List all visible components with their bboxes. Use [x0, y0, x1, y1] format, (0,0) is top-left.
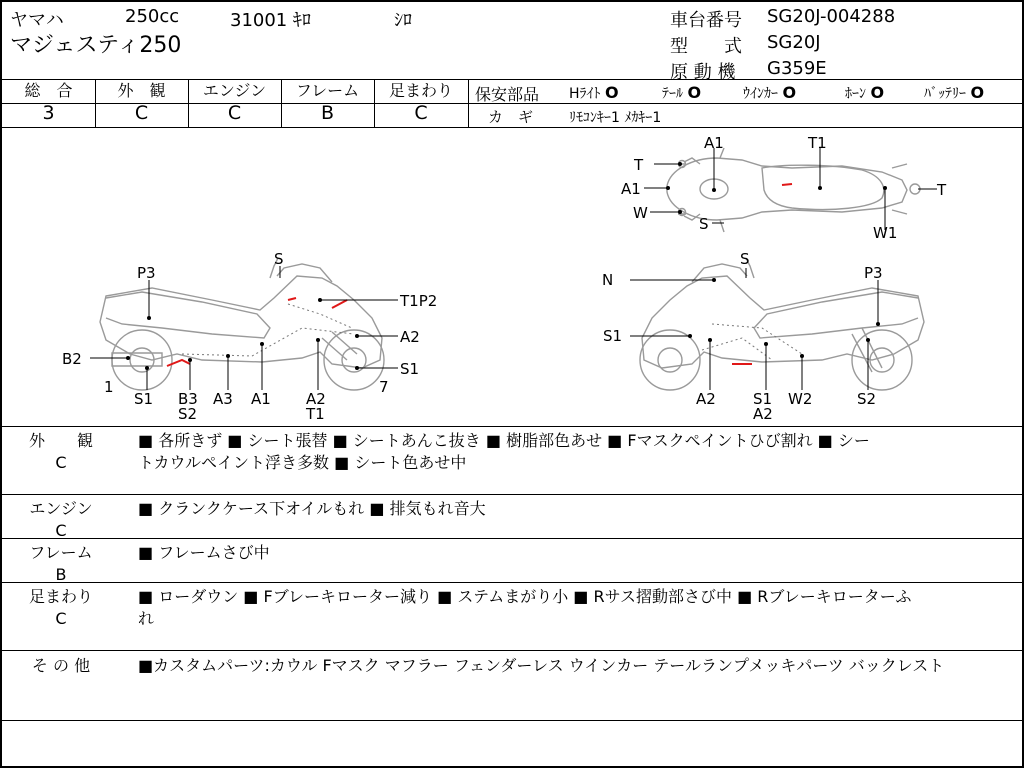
remark-line: ■ ローダウン ■ Fブレーキローター減り ■ ステムまがり小 ■ Rサス摺動部さび中 ■ Rブレーキローターふ — [138, 587, 912, 606]
divider — [2, 426, 1022, 427]
remark-frame-text — [138, 542, 1018, 564]
diagram-label: W1 — [873, 224, 898, 242]
safety-item-tail — [662, 83, 701, 103]
divider — [2, 582, 1022, 583]
remark-suspension-label — [16, 586, 106, 630]
remark-exterior-label — [16, 430, 106, 474]
diagram-label: W2 — [788, 390, 813, 408]
diagram-label: A1 — [251, 390, 271, 408]
divider — [2, 650, 1022, 651]
remark-line: れ — [138, 609, 155, 628]
safety-item-headlight — [569, 83, 619, 103]
safety-item-status: O — [970, 83, 985, 102]
remark-line: ■ 各所きず ■ シート張替 ■ シートあんこ抜き ■ 樹脂部色あせ ■ Fマスクペイントひび割れ ■ シー — [138, 431, 870, 450]
model-type: SG20J — [767, 32, 821, 53]
grade-frame — [281, 81, 374, 127]
safety-item-horn — [845, 83, 884, 103]
grade-value: C — [414, 102, 428, 124]
diagram-label: N — [602, 271, 614, 289]
divider — [468, 103, 1022, 104]
safety-item-label: ｳｲﾝｶｰ — [743, 86, 778, 102]
engine-label: 原 動 機 — [670, 62, 736, 83]
diagram-label: A2 — [400, 328, 420, 346]
remark-line: ■カスタムパーツ:カウル Fマスク マフラー フェンダーレス ウインカー テールランプメッキパーツ バックレスト — [138, 656, 945, 675]
grade-label: エンジン — [202, 81, 267, 100]
diagram-label: P3 — [137, 264, 156, 282]
displacement: 250cc — [125, 6, 180, 27]
remark-exterior-text — [138, 430, 1018, 474]
diagram-label: B3 — [178, 390, 198, 408]
diagram-label: P3 — [864, 264, 883, 282]
safety-item-label: ﾎｰﾝ — [845, 86, 866, 102]
maker: ヤマハ — [10, 10, 64, 31]
remark-other-text — [138, 655, 1018, 677]
model-name: マジェスティ250 — [10, 33, 182, 58]
safety-item-label: Hﾗｲﾄ — [569, 86, 601, 102]
diagram-label: A2 — [306, 390, 326, 408]
diagram-label: A2 — [753, 405, 773, 423]
remark-line: トカウルペイント浮き多数 ■ シート色あせ中 — [138, 453, 467, 472]
diagram-label: T1 — [306, 405, 325, 423]
remark-grade: C — [55, 453, 67, 472]
remark-label: 足まわり — [28, 587, 93, 606]
divider — [2, 494, 1022, 495]
diagram-label: S2 — [857, 390, 877, 408]
key-label: カ ギ — [488, 108, 534, 126]
frame-no-label: 車台番号 — [670, 10, 742, 31]
grade-value: 3 — [42, 102, 55, 124]
remark-label: エンジン — [29, 499, 93, 518]
diagram-label: W — [633, 204, 648, 222]
remark-frame-label — [16, 542, 106, 586]
grade-label: 外 観 — [117, 81, 166, 100]
safety-item-status: O — [604, 83, 619, 102]
remark-engine-text — [138, 498, 1018, 520]
engine-model: G359E — [767, 58, 827, 79]
remark-label: そ の 他 — [31, 656, 91, 675]
diagram-label: S2 — [178, 405, 198, 423]
remark-grade: B — [55, 565, 67, 584]
safety-item-status: O — [687, 83, 702, 102]
safety-item-battery — [924, 83, 984, 103]
type-label: 型 式 — [670, 36, 742, 57]
diagram-label: T1 — [808, 134, 827, 152]
safety-item-status: O — [870, 83, 885, 102]
safety-item-label: ﾃｰﾙ — [662, 86, 683, 102]
diagram-label: A3 — [213, 390, 233, 408]
remark-label: フレーム — [29, 543, 93, 562]
remark-suspension-text — [138, 586, 1018, 630]
frame-no: SG20J-004288 — [767, 6, 896, 27]
diagram-label: 7 — [379, 378, 389, 396]
safety-item-winker — [743, 83, 796, 103]
grade-value: C — [227, 102, 242, 124]
key-value: ﾘﾓｺﾝｷｰ1 ﾒｶｷｰ1 — [569, 110, 662, 126]
grade-label: 足まわり — [388, 81, 453, 100]
divider — [2, 720, 1022, 721]
diagram-label: T1P2 — [400, 292, 438, 310]
diagram-label: A1 — [704, 134, 724, 152]
grade-overall — [2, 81, 95, 127]
diagram-label: B2 — [62, 350, 82, 368]
remark-grade: C — [55, 521, 67, 540]
diagram-label: S1 — [400, 360, 420, 378]
remark-line: ■ クランクケース下オイルもれ ■ 排気もれ音大 — [138, 499, 486, 518]
divider — [2, 79, 1022, 80]
diagram-label: T — [634, 156, 644, 174]
diagram-label: S1 — [603, 327, 623, 345]
mileage: 31001 ｷﾛ — [230, 10, 311, 31]
safety-item-label: ﾊﾞｯﾃﾘｰ — [924, 86, 966, 102]
diagram-label: S — [699, 215, 709, 233]
remark-label: 外 観 — [28, 431, 93, 450]
diagram-label: S — [740, 250, 750, 268]
safety-item-status: O — [782, 83, 797, 102]
remark-engine-label — [16, 498, 106, 542]
grade-exterior — [95, 81, 188, 127]
remark-grade: C — [55, 609, 67, 628]
grade-label: フレーム — [295, 81, 360, 100]
body-color: ｼﾛ — [394, 10, 412, 31]
divider — [468, 80, 469, 127]
diagram-label: T — [937, 181, 947, 199]
divider — [2, 538, 1022, 539]
diagram-label: S1 — [753, 390, 773, 408]
grade-engine — [188, 81, 281, 127]
diagram-label: A1 — [621, 180, 641, 198]
diagram-label: S — [274, 250, 284, 268]
grade-label: 総 合 — [24, 81, 73, 100]
grade-value: B — [320, 102, 335, 124]
diagram-label: S1 — [134, 390, 154, 408]
remark-line: ■ フレームさび中 — [138, 543, 270, 562]
damage-diagram — [2, 128, 1022, 426]
safety-label: 保安部品 — [475, 85, 540, 104]
grade-value: C — [134, 102, 149, 124]
diagram-label: A2 — [696, 390, 716, 408]
grade-suspension — [374, 81, 468, 127]
remark-other-label — [16, 655, 106, 677]
diagram-label: 1 — [104, 378, 114, 396]
